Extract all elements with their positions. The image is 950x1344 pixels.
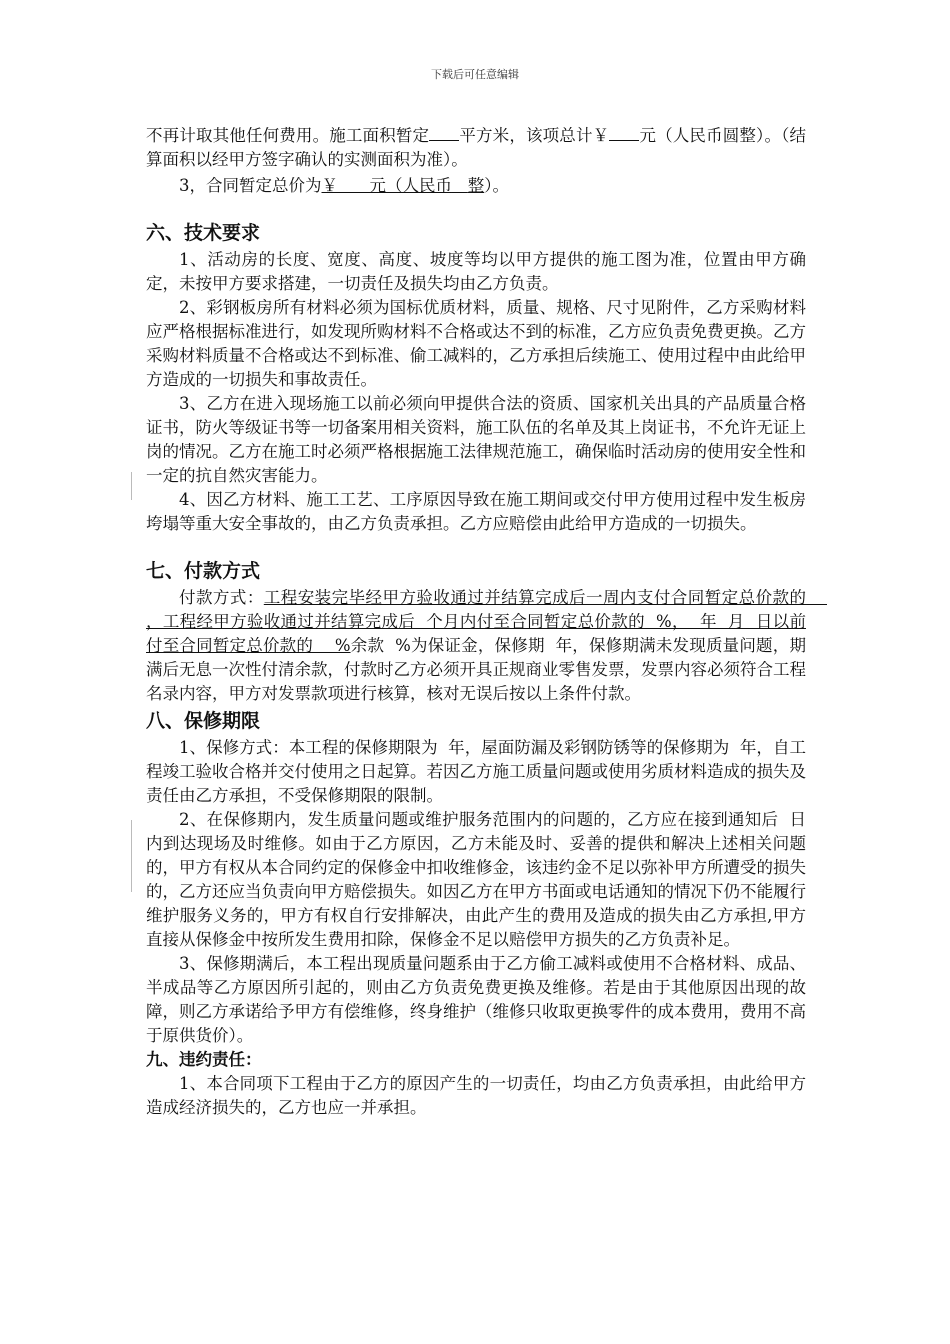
margin-mark	[131, 820, 132, 892]
sec5-paragraph-2: 3，合同暂定总价为￥ 元（人民币 整）。	[179, 176, 509, 195]
sec8-paragraph-1: 1、保修方式：本工程的保修期限为 年，屋面防漏及彩钢防锈等的保修期为 年，自工程竣工验收合格并交付使用之日起算。若因乙方施工质量问题或使用劣质材料造成的损失及责任由乙方承担，不受保修期限的限制。	[146, 738, 806, 805]
sec6-paragraph-3: 3、乙方在进入现场施工以前必须向甲提供合法的资质、国家机关出具的产品质量合格证书，防火等级证书等一切备案用相关资料，施工队伍的名单及其上岗证书，不允许无证上岗的情况。乙方在施工时必须严格根据施工法律规范施工，确保临时活动房的使用安全性和一定的抗自然灾害能力。	[146, 394, 806, 485]
sec5-paragraph-1: 不再计取其他任何费用。施工面积暂定 平方米，该项总计￥ 元（人民币圆整）。（结算面积以经甲方签字确认的实测面积为准）。	[146, 126, 807, 169]
section-title-payment: 七、付款方式	[146, 560, 261, 582]
section-title-warranty: 八、保修期限	[146, 710, 261, 732]
margin-mark	[131, 472, 132, 500]
section-title-breach: 九、违约责任：	[146, 1050, 262, 1069]
sec8-paragraph-2: 2、在保修期内，发生质量问题或维护服务范围内的问题的，乙方应在接到通知后 日内到达现场及时维修。如由于乙方原因，乙方未能及时、妥善的提供和解决上述相关问题的，甲方有权从本合同约定的保修金中扣收维修金，该违约金不足以弥补甲方所遭受的损失的，乙方还应当负责向甲方赔偿损失。如因乙方在甲方书面或电话通知的情况下仍不能履行维护服务义务的，甲方有权自行安排解决，由此产生的费用及造成的损失由乙方承担,甲方直接从保修金中按所发生费用扣除，保修金不足以赔偿甲方损失的乙方负责补足。	[146, 810, 806, 949]
document-body	[146, 124, 827, 1120]
sec7-paragraph-1: 付款方式：工程安装完毕经甲方验收通过并结算完成后一周内支付合同暂定总价款的 ，工程经甲方验收通过并结算完成后 个月内付至合同暂定总价款的 %， 年 月 日以前付至合同暂定总价款的 %余款 %为保证金，保修期 年，保修期满未发现质量问题，期满后无息一次性付清余款，付款时乙方必须开具正规商业零售发票，发票内容必须符合工程名录内容，甲方对发票款项进行核算，核对无误后按以上条件付款。	[146, 588, 827, 703]
sec6-paragraph-1: 1、活动房的长度、宽度、高度、坡度等均以甲方提供的施工图为准，位置由甲方确定，未按甲方要求搭建，一切责任及损失均由乙方负责。	[146, 250, 806, 293]
sec6-paragraph-2: 2、彩钢板房所有材料必须为国标优质材料，质量、规格、尺寸见附件，乙方采购材料应严格根据标准进行，如发现所购材料不合格或达不到的标准，乙方应负责免费更换。乙方采购材料质量不合格或达不到标准、偷工减料的，乙方承担后续施工、使用过程中由此给甲方造成的一切损失和事故责任。	[146, 298, 806, 389]
section-title-tech: 六、技术要求	[146, 222, 261, 244]
sec8-paragraph-3: 3、保修期满后，本工程出现质量问题系由于乙方偷工减料或使用不合格材料、成品、半成品等乙方原因所引起的，则由乙方负责免费更换及维修。若是由于其他原因出现的故障，则乙方承诺给予甲方有偿维修，终身维护（维修只收取更换零件的成本费用，费用不高于原供货价）。	[146, 954, 806, 1045]
sec6-paragraph-4: 4、因乙方材料、施工工艺、工序原因导致在施工期间或交付甲方使用过程中发生板房垮塌等重大安全事故的，由乙方负责承担。乙方应赔偿由此给甲方造成的一切损失。	[146, 490, 806, 533]
page-header-note: 下载后可任意编辑	[431, 68, 519, 81]
sec9-paragraph-1: 1、本合同项下工程由于乙方的原因产生的一切责任，均由乙方负责承担，由此给甲方造成经济损失的，乙方也应一并承担。	[146, 1074, 806, 1117]
